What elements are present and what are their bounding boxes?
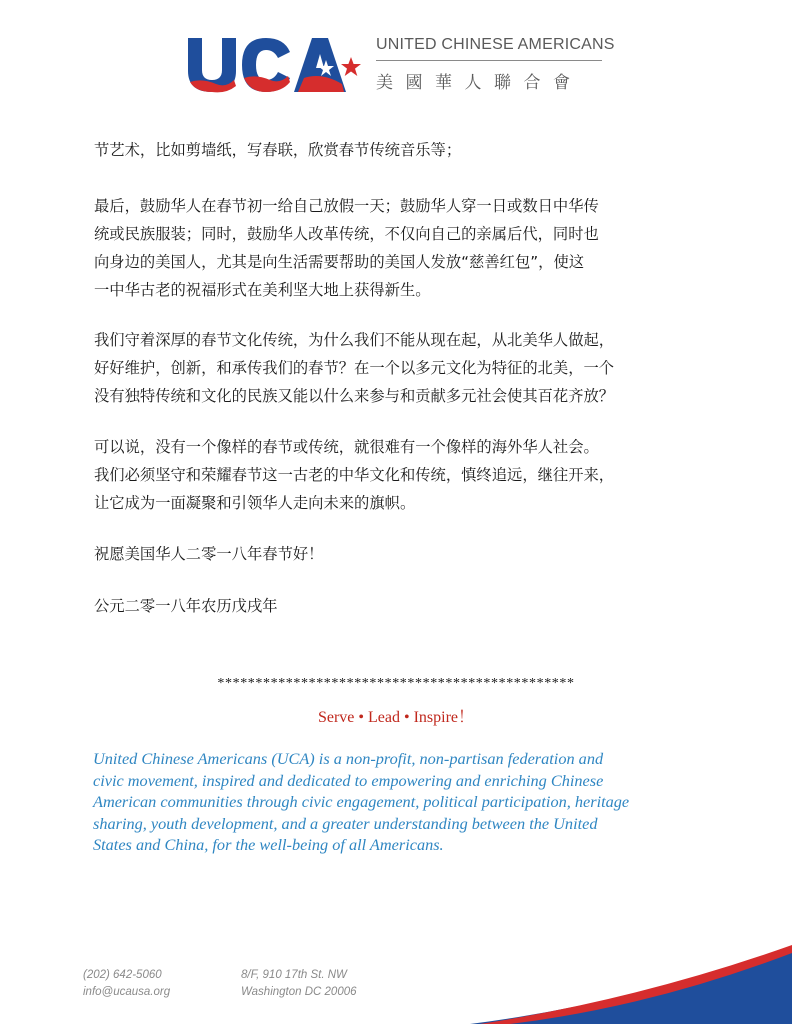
text-line: 一中华古老的祝福形式在美利坚大地上获得新生。 — [94, 281, 431, 299]
text-line: 公元二零一八年农历戊戌年 — [94, 597, 278, 615]
paragraph-4 — [94, 433, 614, 517]
mission-line: United Chinese Americans (UCA) is a non-profit, non-partisan federation and — [93, 749, 604, 768]
footer-contact — [83, 967, 170, 1001]
mission-line: civic movement, inspired and dedicated to empowering and enriching Chinese — [93, 770, 604, 790]
mission-statement — [93, 748, 713, 856]
footer-address — [241, 967, 357, 1001]
paragraph-3 — [94, 326, 614, 410]
text-line: 没有独特传统和文化的民族又能以什么来参与和贡献多元社会使其百花齐放？ — [94, 387, 615, 405]
mission-line: sharing, youth development, and a greater understanding between the United — [93, 813, 598, 833]
asterisk-divider: *********************************************** — [217, 676, 575, 691]
footer-email[interactable]: info@ucausa.org — [83, 986, 171, 998]
paragraph-1 — [94, 136, 461, 164]
motto: Serve • Lead • Inspire！ — [317, 709, 475, 726]
text-line: 统或民族服装；同时，鼓励华人改革传统，不仅向自己的亲属后代，同时也 — [94, 225, 599, 243]
mission-line: American communities through civic engagement, political participation, heritage — [93, 792, 630, 811]
footer-swoosh-graphic — [470, 945, 792, 1024]
mission-line: States and China, for the well-being of all Americans. — [93, 835, 444, 854]
text-line: 可以说，没有一个像样的春节或传统，就很难有一个像样的海外华人社会。 — [94, 438, 599, 456]
uca-logo — [186, 34, 346, 94]
footer-phone: (202) 642-5060 — [83, 969, 162, 981]
text-line: 我们必须坚守和荣耀春节这一古老的中华文化和传统，慎终追远，继往开来， — [94, 466, 615, 484]
text-line: 向身边的美国人，尤其是向生活需要帮助的美国人发放“慈善红包”，使这 — [94, 253, 585, 271]
paragraph-2 — [94, 192, 599, 304]
org-name-english: UNITED CHINESE AMERICANS — [376, 36, 615, 53]
text-line: 节艺术，比如剪墙纸，写春联，欣赏春节传统音乐等； — [94, 141, 462, 159]
text-line: 好好维护，创新，和承传我们的春节？在一个以多元文化为特征的北美，一个 — [94, 359, 615, 377]
org-name-chinese: 美國華人聯合會 — [376, 73, 583, 93]
footer-address-line-1: 8/F, 910 17th St. NW — [241, 969, 347, 981]
text-line: 我们守着深厚的春节文化传统，为什么我们不能从现在起，从北美华人做起， — [94, 331, 615, 349]
footer-address-line-2: Washington DC 20006 — [241, 986, 357, 998]
greeting — [94, 540, 323, 568]
text-line: 让它成为一面凝聚和引领华人走向未来的旗帜。 — [94, 494, 416, 512]
text-line: 祝愿美国华人二零一八年春节好！ — [94, 545, 324, 563]
star-icon — [340, 56, 362, 78]
date-line — [94, 592, 278, 620]
text-line: 最后，鼓励华人在春节初一给自己放假一天；鼓励华人穿一日或数日中华传 — [94, 197, 599, 215]
header-divider — [376, 60, 602, 61]
